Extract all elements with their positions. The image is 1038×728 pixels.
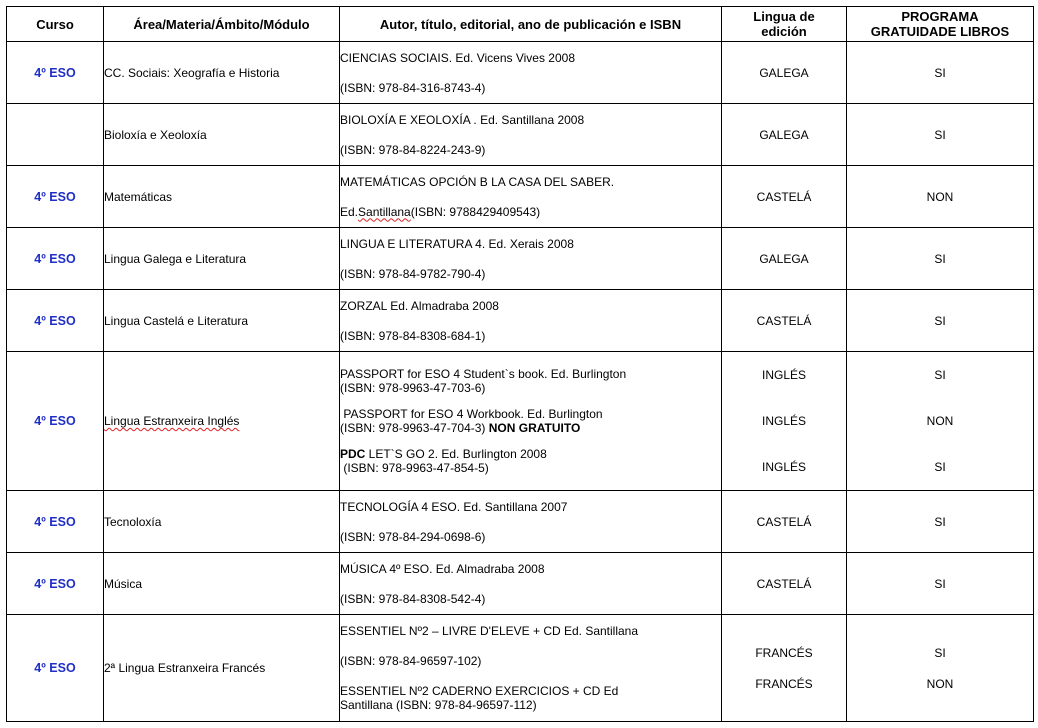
cell-autor xyxy=(340,352,722,491)
header-area: Área/Materia/Ámbito/Módulo xyxy=(104,7,340,42)
cell-area: Matemáticas xyxy=(104,166,340,228)
book-isbn: (ISBN: 978-9963-47-854-5) xyxy=(340,461,489,475)
book-title: BIOLOXÍA E XEOLOXÍA . Ed. Santillana 2008 xyxy=(340,112,585,127)
book-title: ESSENTIEL Nº2 CADERNO EXERCICIOS + CD Ed xyxy=(340,684,619,698)
cell-area: Música xyxy=(104,553,340,615)
programa-2: NON xyxy=(926,676,954,691)
book-title: TECNOLOGÍA 4 ESO. Ed. Santillana 2007 xyxy=(340,499,568,514)
book-title-text: LET`S GO 2. Ed. Burlington 2008 xyxy=(365,447,547,461)
header-curso: Curso xyxy=(7,7,104,42)
header-programa xyxy=(847,7,1034,42)
book-isbn: (ISBN: 978-84-294-0698-6) xyxy=(340,529,486,544)
book-isbn: (ISBN: 978-84-96597-102) xyxy=(340,654,482,668)
book-title: PASSPORT for ESO 4 Student`s book. Ed. Burlington xyxy=(340,367,627,381)
cell-autor xyxy=(340,491,722,553)
lingua-2: INGLÉS xyxy=(761,414,806,428)
lingua-2: FRANCÉS xyxy=(755,676,813,691)
book-title: PASSPORT for ESO 4 Workbook. Ed. Burlington xyxy=(340,407,603,421)
cell-lingua: CASTELÁ xyxy=(722,166,847,228)
cell-area: CC. Sociais: Xeografía e Historia xyxy=(104,42,340,104)
book-title: MATEMÁTICAS OPCIÓN B LA CASA DEL SABER. xyxy=(340,174,615,189)
cell-curso: 4º ESO xyxy=(7,290,104,352)
table-row xyxy=(7,42,1034,104)
header-lingua-line2: edición xyxy=(761,24,807,39)
non-gratuito-label: NON GRATUITO xyxy=(488,421,581,435)
book-isbn-number: (ISBN: 978-9963-47-704-3) xyxy=(340,421,486,435)
cell-lingua: GALEGA xyxy=(722,104,847,166)
cell-curso: 4º ESO xyxy=(7,228,104,290)
cell-programa: SI xyxy=(847,228,1034,290)
cell-curso: 4º ESO xyxy=(7,553,104,615)
cell-curso: 4º ESO xyxy=(7,491,104,553)
book-editorial: Santillana xyxy=(358,204,411,219)
cell-programa: SI xyxy=(847,290,1034,352)
cell-programa: SI xyxy=(847,491,1034,553)
programa-2: NON xyxy=(926,414,954,428)
lingua-3: INGLÉS xyxy=(761,460,806,474)
cell-autor xyxy=(340,166,722,228)
book-isbn xyxy=(340,421,721,435)
book-isbn: (ISBN: 978-84-8224-243-9) xyxy=(340,142,486,157)
table-row xyxy=(7,491,1034,553)
book-isbn: (ISBN: 978-84-316-8743-4) xyxy=(340,80,486,95)
book-isbn: Santillana (ISBN: 978-84-96597-112) xyxy=(340,698,537,712)
programa-1: SI xyxy=(934,368,946,382)
table-row xyxy=(7,553,1034,615)
cell-area: 2ª Lingua Estranxeira Francés xyxy=(104,615,340,722)
cell-lingua: CASTELÁ xyxy=(722,553,847,615)
header-row xyxy=(7,7,1034,42)
pdc-label: PDC xyxy=(340,447,366,461)
book-editorial-prefix: Ed. xyxy=(340,204,359,219)
cell-lingua: GALEGA xyxy=(722,42,847,104)
lingua-1: FRANCÉS xyxy=(755,645,813,660)
book-title xyxy=(340,447,721,461)
table-row xyxy=(7,104,1034,166)
table-row xyxy=(7,290,1034,352)
cell-lingua: CASTELÁ xyxy=(722,491,847,553)
book-isbn-number: (ISBN: 9788429409543) xyxy=(410,204,541,219)
cell-programa: SI xyxy=(847,104,1034,166)
cell-lingua xyxy=(722,615,847,722)
cell-area xyxy=(104,352,340,491)
books-table xyxy=(6,6,1034,722)
cell-programa: SI xyxy=(847,42,1034,104)
cell-programa: NON xyxy=(847,166,1034,228)
book-title: MÚSICA 4º ESO. Ed. Almadraba 2008 xyxy=(340,561,545,576)
cell-autor xyxy=(340,290,722,352)
area-label: Lingua Estranxeira Inglés xyxy=(104,414,240,428)
header-lingua xyxy=(722,7,847,42)
header-lingua-line1: Lingua de xyxy=(753,9,815,24)
cell-programa: SI xyxy=(847,553,1034,615)
cell-programa xyxy=(847,352,1034,491)
book-isbn: (ISBN: 978-84-8308-542-4) xyxy=(340,591,486,606)
book-title: ESSENTIEL Nº2 – LIVRE D'ELEVE + CD Ed. Santillana xyxy=(340,624,639,638)
cell-autor xyxy=(340,104,722,166)
cell-area: Lingua Castelá e Literatura xyxy=(104,290,340,352)
cell-lingua xyxy=(722,352,847,491)
book-title: LINGUA E LITERATURA 4. Ed. Xerais 2008 xyxy=(340,236,574,251)
cell-curso: 4º ESO xyxy=(7,42,104,104)
book-isbn: (ISBN: 978-9963-47-703-6) xyxy=(340,381,486,395)
cell-autor xyxy=(340,228,722,290)
cell-autor xyxy=(340,553,722,615)
book-isbn: (ISBN: 978-84-8308-684-1) xyxy=(340,328,486,343)
header-programa-line1: PROGRAMA xyxy=(901,9,979,24)
book-isbn: (ISBN: 978-84-9782-790-4) xyxy=(340,266,486,281)
cell-area: Tecnoloxía xyxy=(104,491,340,553)
table-row xyxy=(7,352,1034,491)
cell-lingua: GALEGA xyxy=(722,228,847,290)
lingua-1: INGLÉS xyxy=(761,368,806,382)
book-isbn xyxy=(340,205,721,219)
cell-curso: 4º ESO xyxy=(7,166,104,228)
cell-area: Bioloxía e Xeoloxía xyxy=(104,104,340,166)
cell-lingua: CASTELÁ xyxy=(722,290,847,352)
cell-autor xyxy=(340,42,722,104)
book-title: CIENCIAS SOCIAIS. Ed. Vicens Vives 2008 xyxy=(340,50,575,65)
header-autor: Autor, título, editorial, ano de publicación e ISBN xyxy=(340,7,722,42)
table-row xyxy=(7,166,1034,228)
programa-1: SI xyxy=(934,645,946,660)
cell-curso xyxy=(7,104,104,166)
cell-area: Lingua Galega e Literatura xyxy=(104,228,340,290)
table-row xyxy=(7,615,1034,722)
cell-curso: 4º ESO xyxy=(7,352,104,491)
cell-autor xyxy=(340,615,722,722)
book-title: ZORZAL Ed. Almadraba 2008 xyxy=(340,298,499,313)
programa-3: SI xyxy=(934,460,946,474)
header-programa-line2: GRATUIDADE LIBROS xyxy=(870,24,1010,39)
cell-curso: 4º ESO xyxy=(7,615,104,722)
cell-programa xyxy=(847,615,1034,722)
table-row xyxy=(7,228,1034,290)
